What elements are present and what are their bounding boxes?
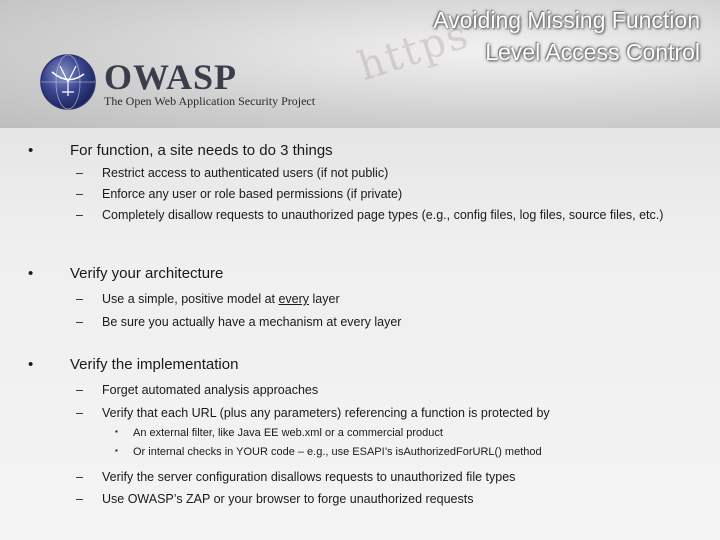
square-marker: ▪ xyxy=(115,446,118,455)
dash-marker: – xyxy=(76,292,83,306)
dash-marker: – xyxy=(76,166,83,180)
sub-bullet-text-after: layer xyxy=(309,292,340,306)
title-line-1: Avoiding Missing Function xyxy=(433,7,700,33)
sub-sub-bullet xyxy=(115,446,542,458)
sub-sub-bullet xyxy=(115,427,443,439)
dash-marker: – xyxy=(76,187,83,201)
bullet-marker: • xyxy=(28,356,34,373)
dash-marker: – xyxy=(76,315,83,329)
bullet-marker: • xyxy=(28,142,34,159)
owasp-tagline: The Open Web Application Security Project xyxy=(104,94,316,108)
bullet-3 xyxy=(28,356,239,373)
bullet-1 xyxy=(28,142,333,159)
bullet-text: For function, a site needs to do 3 things xyxy=(70,142,333,159)
dash-marker: – xyxy=(76,406,83,420)
sub-bullet-text-before: Use a simple, positive model at xyxy=(102,292,279,306)
square-marker: ▪ xyxy=(115,427,118,436)
sub-bullet-text: Forget automated analysis approaches xyxy=(102,383,319,397)
https-watermark: https xyxy=(352,11,476,91)
bullet-text: Verify your architecture xyxy=(70,265,224,282)
emphasis-underlined: every xyxy=(278,292,310,306)
dash-marker: – xyxy=(76,208,83,222)
sub-bullet xyxy=(76,163,682,184)
sub-bullet xyxy=(76,184,682,205)
bullet-text: Verify the implementation xyxy=(70,356,239,373)
bullet-marker: • xyxy=(28,265,34,282)
owasp-wordmark: OWASP xyxy=(104,57,238,97)
sub-bullet-text: Use OWASP’s ZAP or your browser to forge unauthorized requests xyxy=(102,492,474,506)
sub-bullet xyxy=(76,489,682,510)
sub-bullet-text: Enforce any user or role based permissions (if private) xyxy=(102,187,403,201)
dash-marker: – xyxy=(76,492,83,506)
dash-marker: – xyxy=(76,383,83,397)
sub-bullet-text: Verify that each URL (plus any parameters) referencing a function is protected by xyxy=(102,406,550,420)
sub-sub-bullet-text: An external filter, like Java EE web.xml or a commercial product xyxy=(133,427,443,439)
sub-sub-bullet-text: Or internal checks in YOUR code – e.g., use ESAPI’s isAuthorizedForURL() method xyxy=(133,446,542,458)
sub-bullet-text: Be sure you actually have a mechanism at every layer xyxy=(102,315,402,329)
sub-bullet-text: Verify the server configuration disallows requests to unauthorized file types xyxy=(102,470,516,484)
bullet-2 xyxy=(28,265,224,282)
sub-bullet-text: Restrict access to authenticated users (if not public) xyxy=(102,166,389,180)
sub-bullet xyxy=(76,205,682,226)
sub-bullet xyxy=(76,289,682,310)
sub-bullet xyxy=(76,403,682,424)
sub-bullet xyxy=(76,312,682,333)
sub-bullet-text: Completely disallow requests to unauthorized page types (e.g., config files, log files, source files, etc.) xyxy=(102,208,664,222)
sub-bullet xyxy=(76,380,682,401)
sub-bullet xyxy=(76,467,682,488)
dash-marker: – xyxy=(76,470,83,484)
title-line-2: Level Access Control xyxy=(485,39,700,65)
